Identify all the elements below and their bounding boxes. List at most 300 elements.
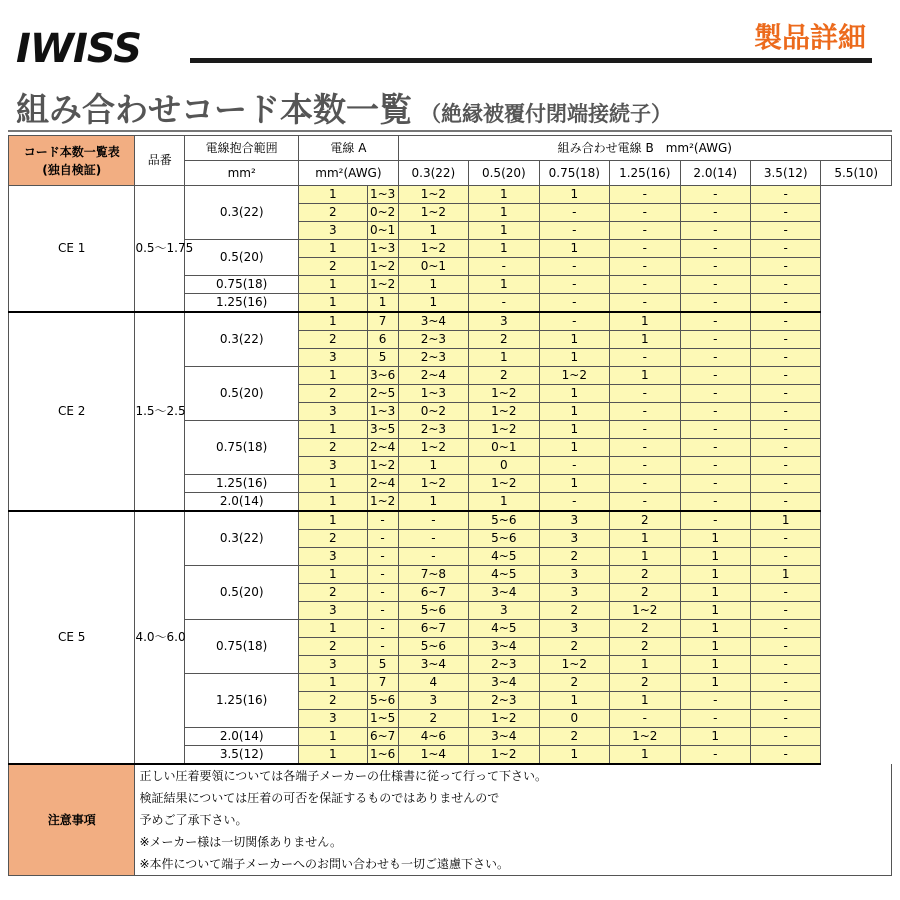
table-row bbox=[9, 186, 892, 204]
wire-b-count-cell: - bbox=[750, 457, 820, 475]
wire-a-size-cell: 0.3(22) bbox=[185, 186, 299, 240]
wire-b-count-cell: 1 bbox=[610, 331, 680, 349]
wire-b-count-cell: 1 bbox=[680, 674, 750, 692]
wire-b-count-cell: - bbox=[610, 186, 680, 204]
part-number-cell: CE 2 bbox=[9, 312, 135, 511]
header-wire-a-unit: mm²(AWG) bbox=[299, 161, 398, 186]
wire-b-count-cell: 1 bbox=[680, 620, 750, 638]
wire-b-count-cell: - bbox=[610, 385, 680, 403]
wire-b-count-cell: 1 bbox=[610, 367, 680, 385]
wire-b-count-cell: - bbox=[750, 258, 820, 276]
wire-b-count-cell: - bbox=[680, 439, 750, 457]
wire-b-count-cell: 2~4 bbox=[367, 439, 398, 457]
wire-b-count-cell: 3 bbox=[398, 692, 468, 710]
wire-b-count-cell: 1 bbox=[539, 349, 609, 367]
wire-b-count-cell: - bbox=[750, 367, 820, 385]
wire-b-count-cell: - bbox=[680, 692, 750, 710]
wire-b-count-cell: - bbox=[680, 403, 750, 421]
wire-a-size-cell: 1.25(16) bbox=[185, 674, 299, 728]
wire-b-count-cell: - bbox=[610, 421, 680, 439]
wire-b-count-cell: - bbox=[610, 710, 680, 728]
wire-b-count-cell: 2 bbox=[610, 620, 680, 638]
wire-b-count-cell: 2 bbox=[469, 367, 539, 385]
wire-b-count-cell: - bbox=[750, 530, 820, 548]
table-side-label bbox=[9, 136, 135, 186]
wire-a-count-cell: 3 bbox=[299, 403, 367, 421]
wire-b-count-cell: - bbox=[539, 457, 609, 475]
note-row bbox=[9, 764, 892, 787]
wire-b-count-cell: - bbox=[539, 222, 609, 240]
wire-b-count-cell: 1~2 bbox=[469, 475, 539, 493]
wire-a-count-cell: 1 bbox=[299, 728, 367, 746]
wire-b-count-cell: 4 bbox=[398, 674, 468, 692]
wire-range-cell: 1.5〜2.5 bbox=[135, 312, 185, 511]
header-range-unit: mm² bbox=[185, 161, 299, 186]
wire-b-count-cell: 1~2 bbox=[469, 403, 539, 421]
wire-b-count-cell: - bbox=[750, 294, 820, 313]
wire-a-size-cell: 0.5(20) bbox=[185, 240, 299, 276]
wire-b-count-cell: - bbox=[750, 421, 820, 439]
wire-a-count-cell: 1 bbox=[299, 294, 367, 313]
wire-b-count-cell: - bbox=[680, 385, 750, 403]
wire-b-count-cell: 1 bbox=[750, 566, 820, 584]
wire-b-count-cell: 1 bbox=[680, 728, 750, 746]
wire-a-count-cell: 2 bbox=[299, 638, 367, 656]
wire-b-count-cell: 1 bbox=[469, 240, 539, 258]
wire-b-count-cell: - bbox=[750, 475, 820, 493]
wire-b-count-cell: 1 bbox=[539, 186, 609, 204]
wire-b-count-cell: - bbox=[398, 530, 468, 548]
wire-b-count-cell: 6~7 bbox=[367, 728, 398, 746]
wire-a-count-cell: 1 bbox=[299, 674, 367, 692]
wire-b-count-cell: 1~2 bbox=[469, 710, 539, 728]
wire-b-count-cell: 3 bbox=[539, 584, 609, 602]
note-line: 予めご了承下さい。 bbox=[135, 809, 892, 831]
wire-b-count-cell: - bbox=[680, 186, 750, 204]
wire-b-count-cell: 3~4 bbox=[469, 638, 539, 656]
page-title: 組み合わせコード本数一覧 （絶縁被覆付閉端接続子） bbox=[16, 90, 672, 129]
wire-a-count-cell: 1 bbox=[299, 620, 367, 638]
wire-b-count-cell: - bbox=[680, 222, 750, 240]
wire-a-count-cell: 1 bbox=[299, 746, 367, 765]
header-part-number: 品番 bbox=[135, 136, 185, 186]
wire-b-count-cell: 2~3 bbox=[469, 692, 539, 710]
wire-b-count-cell: 2 bbox=[610, 584, 680, 602]
note-row bbox=[9, 787, 892, 809]
wire-a-count-cell: 2 bbox=[299, 331, 367, 349]
cord-combination-table bbox=[8, 135, 892, 876]
side-label-line2: (独自検証) bbox=[42, 162, 102, 177]
wire-b-count-cell: 1 bbox=[680, 548, 750, 566]
wire-b-count-cell: - bbox=[539, 204, 609, 222]
wire-b-count-cell: 2 bbox=[539, 674, 609, 692]
table-row bbox=[9, 312, 892, 331]
wire-b-count-cell: 7~8 bbox=[398, 566, 468, 584]
wire-b-count-cell: 1~2 bbox=[539, 656, 609, 674]
wire-b-count-cell: 0~1 bbox=[469, 439, 539, 457]
wire-b-count-cell: - bbox=[469, 258, 539, 276]
wire-b-count-cell: 1 bbox=[680, 656, 750, 674]
wire-b-count-cell: 1 bbox=[610, 548, 680, 566]
wire-b-count-cell: 1~2 bbox=[469, 385, 539, 403]
header-b-col: 1.25(16) bbox=[610, 161, 680, 186]
wire-b-count-cell: - bbox=[680, 511, 750, 530]
wire-b-count-cell: - bbox=[610, 493, 680, 512]
product-detail-badge: 製品詳細 bbox=[753, 21, 866, 54]
part-number-cell: CE 5 bbox=[9, 511, 135, 764]
wire-b-count-cell: 1 bbox=[398, 493, 468, 512]
wire-b-count-cell: - bbox=[750, 602, 820, 620]
wire-a-size-cell: 2.0(14) bbox=[185, 493, 299, 512]
wire-b-count-cell: 1~2 bbox=[469, 421, 539, 439]
wire-b-count-cell: - bbox=[750, 620, 820, 638]
wire-b-count-cell: - bbox=[750, 746, 820, 765]
wire-a-count-cell: 1 bbox=[299, 493, 367, 512]
wire-b-count-cell: 1 bbox=[539, 439, 609, 457]
wire-b-count-cell: 1 bbox=[610, 692, 680, 710]
header-b-col: 0.75(18) bbox=[539, 161, 609, 186]
wire-b-count-cell: 1~2 bbox=[610, 728, 680, 746]
wire-b-count-cell: 1 bbox=[539, 240, 609, 258]
wire-b-count-cell: 5 bbox=[367, 349, 398, 367]
wire-b-count-cell: - bbox=[398, 548, 468, 566]
wire-a-count-cell: 3 bbox=[299, 457, 367, 475]
wire-b-count-cell: 2~3 bbox=[398, 421, 468, 439]
wire-b-count-cell: - bbox=[750, 349, 820, 367]
side-label-line1: コード本数一覧表 bbox=[23, 144, 120, 159]
wire-b-count-cell: 7 bbox=[367, 312, 398, 331]
note-row bbox=[9, 809, 892, 831]
note-line: ※メーカー様は一切関係ありません。 bbox=[135, 831, 892, 853]
wire-b-count-cell: 1~2 bbox=[367, 457, 398, 475]
wire-a-count-cell: 1 bbox=[299, 312, 367, 331]
wire-b-count-cell: - bbox=[680, 276, 750, 294]
wire-b-count-cell: 1 bbox=[469, 493, 539, 512]
title-rule bbox=[8, 130, 892, 132]
wire-a-count-cell: 3 bbox=[299, 349, 367, 367]
wire-b-count-cell: 2 bbox=[610, 638, 680, 656]
wire-b-count-cell: 1~3 bbox=[367, 186, 398, 204]
wire-b-count-cell: 3~6 bbox=[367, 367, 398, 385]
wire-b-count-cell: 3~4 bbox=[469, 674, 539, 692]
wire-a-count-cell: 1 bbox=[299, 186, 367, 204]
wire-b-count-cell: - bbox=[469, 294, 539, 313]
wire-b-count-cell: 1 bbox=[680, 584, 750, 602]
table-row bbox=[9, 511, 892, 530]
wire-b-count-cell: - bbox=[680, 240, 750, 258]
wire-b-count-cell: 1 bbox=[610, 746, 680, 765]
wire-b-count-cell: 2 bbox=[539, 728, 609, 746]
wire-b-count-cell: 4~5 bbox=[469, 566, 539, 584]
wire-b-count-cell: 1~2 bbox=[367, 258, 398, 276]
wire-b-count-cell: 1~2 bbox=[398, 240, 468, 258]
wire-b-count-cell: 1~2 bbox=[398, 439, 468, 457]
wire-b-count-cell: - bbox=[610, 204, 680, 222]
wire-b-count-cell: - bbox=[610, 349, 680, 367]
wire-b-count-cell: - bbox=[367, 530, 398, 548]
wire-b-count-cell: - bbox=[680, 312, 750, 331]
wire-b-count-cell: - bbox=[680, 421, 750, 439]
wire-b-count-cell: 1~2 bbox=[367, 493, 398, 512]
wire-b-count-cell: 1 bbox=[469, 186, 539, 204]
wire-b-count-cell: 2~3 bbox=[469, 656, 539, 674]
wire-range-cell: 4.0〜6.0 bbox=[135, 511, 185, 764]
wire-b-count-cell: 2 bbox=[539, 602, 609, 620]
wire-b-count-cell: 6 bbox=[367, 331, 398, 349]
wire-b-count-cell: - bbox=[750, 331, 820, 349]
wire-b-count-cell: - bbox=[539, 312, 609, 331]
wire-b-count-cell: - bbox=[750, 312, 820, 331]
wire-b-count-cell: - bbox=[367, 638, 398, 656]
wire-b-count-cell: - bbox=[367, 566, 398, 584]
wire-a-size-cell: 0.75(18) bbox=[185, 620, 299, 674]
wire-b-count-cell: 1 bbox=[539, 385, 609, 403]
wire-b-count-cell: - bbox=[610, 258, 680, 276]
note-line: 正しい圧着要領については各端子メーカーの仕様書に従って行って下さい。 bbox=[135, 764, 892, 787]
wire-b-count-cell: - bbox=[750, 493, 820, 512]
wire-b-count-cell: - bbox=[680, 710, 750, 728]
wire-b-count-cell: - bbox=[750, 240, 820, 258]
wire-b-count-cell: - bbox=[539, 258, 609, 276]
wire-b-count-cell: 1~4 bbox=[398, 746, 468, 765]
wire-b-count-cell: - bbox=[610, 403, 680, 421]
wire-b-count-cell: 1 bbox=[398, 294, 468, 313]
header-b-col: 2.0(14) bbox=[680, 161, 750, 186]
wire-a-count-cell: 1 bbox=[299, 566, 367, 584]
wire-b-count-cell: 3 bbox=[539, 511, 609, 530]
wire-a-count-cell: 2 bbox=[299, 204, 367, 222]
wire-b-count-cell: - bbox=[750, 692, 820, 710]
wire-b-count-cell: - bbox=[610, 457, 680, 475]
wire-b-count-cell: 1~2 bbox=[398, 475, 468, 493]
wire-b-count-cell: 1~2 bbox=[539, 367, 609, 385]
wire-a-count-cell: 2 bbox=[299, 385, 367, 403]
wire-b-count-cell: 2~5 bbox=[367, 385, 398, 403]
wire-b-count-cell: 0 bbox=[469, 457, 539, 475]
wire-b-count-cell: 2 bbox=[610, 511, 680, 530]
wire-a-count-cell: 1 bbox=[299, 511, 367, 530]
wire-b-count-cell: - bbox=[610, 439, 680, 457]
wire-b-count-cell: 1~2 bbox=[367, 276, 398, 294]
wire-b-count-cell: - bbox=[750, 710, 820, 728]
wire-b-count-cell: 1 bbox=[680, 638, 750, 656]
wire-b-count-cell: - bbox=[610, 276, 680, 294]
wire-b-count-cell: 1 bbox=[469, 204, 539, 222]
wire-a-count-cell: 2 bbox=[299, 530, 367, 548]
notes-label: 注意事項 bbox=[9, 764, 135, 876]
header-rule bbox=[190, 58, 872, 63]
wire-b-count-cell: - bbox=[367, 620, 398, 638]
wire-b-count-cell: 1 bbox=[610, 530, 680, 548]
wire-b-count-cell: - bbox=[610, 475, 680, 493]
wire-b-count-cell: - bbox=[750, 548, 820, 566]
wire-b-count-cell: 4~6 bbox=[398, 728, 468, 746]
wire-b-count-cell: - bbox=[750, 204, 820, 222]
wire-b-count-cell: 1 bbox=[539, 403, 609, 421]
wire-b-count-cell: - bbox=[750, 584, 820, 602]
wire-b-count-cell: - bbox=[610, 222, 680, 240]
wire-b-count-cell: - bbox=[680, 258, 750, 276]
wire-b-count-cell: 3~5 bbox=[367, 421, 398, 439]
wire-b-count-cell: - bbox=[680, 457, 750, 475]
wire-b-count-cell: 1 bbox=[367, 294, 398, 313]
wire-b-count-cell: 0~2 bbox=[398, 403, 468, 421]
header-wire-b: 組み合わせ電線 B mm²(AWG) bbox=[398, 136, 891, 161]
wire-a-size-cell: 1.25(16) bbox=[185, 475, 299, 493]
wire-b-count-cell: - bbox=[680, 204, 750, 222]
wire-b-count-cell: - bbox=[367, 511, 398, 530]
wire-a-count-cell: 2 bbox=[299, 439, 367, 457]
wire-b-count-cell: - bbox=[367, 602, 398, 620]
wire-b-count-cell: 5~6 bbox=[398, 638, 468, 656]
header-b-col: 3.5(12) bbox=[750, 161, 820, 186]
wire-b-count-cell: 1~3 bbox=[367, 240, 398, 258]
wire-b-count-cell: - bbox=[680, 475, 750, 493]
note-line: ※本件について端子メーカーへのお問い合わせも一切ご遠慮下さい。 bbox=[135, 853, 892, 876]
wire-a-count-cell: 1 bbox=[299, 367, 367, 385]
wire-b-count-cell: 7 bbox=[367, 674, 398, 692]
wire-b-count-cell: - bbox=[680, 367, 750, 385]
wire-b-count-cell: 3~4 bbox=[469, 728, 539, 746]
wire-b-count-cell: - bbox=[539, 493, 609, 512]
wire-b-count-cell: 1 bbox=[539, 421, 609, 439]
header-b-col: 0.5(20) bbox=[469, 161, 539, 186]
wire-a-count-cell: 2 bbox=[299, 584, 367, 602]
wire-b-count-cell: 3~4 bbox=[398, 312, 468, 331]
wire-range-cell: 0.5〜1.75 bbox=[135, 186, 185, 313]
wire-a-count-cell: 1 bbox=[299, 475, 367, 493]
wire-b-count-cell: 1 bbox=[680, 602, 750, 620]
wire-b-count-cell: 2~4 bbox=[367, 475, 398, 493]
wire-b-count-cell: 3 bbox=[539, 566, 609, 584]
wire-a-size-cell: 0.75(18) bbox=[185, 421, 299, 475]
wire-b-count-cell: 2 bbox=[398, 710, 468, 728]
wire-b-count-cell: 1 bbox=[539, 692, 609, 710]
wire-b-count-cell: - bbox=[398, 511, 468, 530]
wire-b-count-cell: 4~5 bbox=[469, 620, 539, 638]
wire-b-count-cell: 5~6 bbox=[469, 511, 539, 530]
wire-b-count-cell: 2~4 bbox=[398, 367, 468, 385]
wire-b-count-cell: 1~5 bbox=[367, 710, 398, 728]
wire-b-count-cell: - bbox=[750, 186, 820, 204]
note-row bbox=[9, 853, 892, 876]
wire-b-count-cell: 1~3 bbox=[398, 385, 468, 403]
wire-b-count-cell: - bbox=[680, 331, 750, 349]
wire-a-count-cell: 1 bbox=[299, 421, 367, 439]
wire-b-count-cell: 2 bbox=[539, 548, 609, 566]
wire-b-count-cell: 1 bbox=[398, 457, 468, 475]
wire-b-count-cell: - bbox=[750, 728, 820, 746]
wire-b-count-cell: - bbox=[680, 493, 750, 512]
wire-b-count-cell: 1~3 bbox=[367, 403, 398, 421]
wire-b-count-cell: 1 bbox=[539, 331, 609, 349]
wire-a-count-cell: 1 bbox=[299, 276, 367, 294]
wire-a-size-cell: 1.25(16) bbox=[185, 294, 299, 313]
wire-b-count-cell: 1 bbox=[610, 656, 680, 674]
wire-b-count-cell: 2 bbox=[469, 331, 539, 349]
wire-b-count-cell: - bbox=[750, 222, 820, 240]
wire-b-count-cell: 4~5 bbox=[469, 548, 539, 566]
wire-a-count-cell: 3 bbox=[299, 602, 367, 620]
wire-a-size-cell: 0.3(22) bbox=[185, 511, 299, 566]
wire-b-count-cell: 1 bbox=[539, 746, 609, 765]
wire-a-count-cell: 2 bbox=[299, 692, 367, 710]
wire-b-count-cell: - bbox=[750, 439, 820, 457]
wire-a-count-cell: 3 bbox=[299, 222, 367, 240]
wire-a-count-cell: 3 bbox=[299, 656, 367, 674]
wire-a-size-cell: 2.0(14) bbox=[185, 728, 299, 746]
wire-b-count-cell: 1 bbox=[610, 312, 680, 331]
wire-b-count-cell: 1 bbox=[469, 349, 539, 367]
wire-b-count-cell: 1 bbox=[680, 566, 750, 584]
wire-b-count-cell: 1 bbox=[750, 511, 820, 530]
wire-b-count-cell: - bbox=[750, 674, 820, 692]
wire-b-count-cell: - bbox=[539, 294, 609, 313]
wire-b-count-cell: 2 bbox=[610, 674, 680, 692]
wire-a-size-cell: 0.75(18) bbox=[185, 276, 299, 294]
wire-b-count-cell: 5~6 bbox=[367, 692, 398, 710]
wire-a-count-cell: 3 bbox=[299, 548, 367, 566]
wire-a-size-cell: 0.5(20) bbox=[185, 566, 299, 620]
wire-b-count-cell: - bbox=[750, 385, 820, 403]
wire-b-count-cell: 6~7 bbox=[398, 584, 468, 602]
wire-b-count-cell: 2~3 bbox=[398, 349, 468, 367]
wire-b-count-cell: 0~1 bbox=[367, 222, 398, 240]
wire-b-count-cell: 0 bbox=[539, 710, 609, 728]
header-wire-a: 電線 A bbox=[299, 136, 398, 161]
wire-a-count-cell: 1 bbox=[299, 240, 367, 258]
wire-b-count-cell: - bbox=[610, 294, 680, 313]
wire-b-count-cell: 1 bbox=[539, 475, 609, 493]
iwiss-logo: IWISS bbox=[16, 26, 142, 72]
wire-b-count-cell: 3 bbox=[539, 530, 609, 548]
wire-b-count-cell: 1~2 bbox=[398, 204, 468, 222]
wire-b-count-cell: 1 bbox=[469, 276, 539, 294]
wire-b-count-cell: - bbox=[680, 294, 750, 313]
wire-b-count-cell: 0~1 bbox=[398, 258, 468, 276]
wire-b-count-cell: 1~2 bbox=[398, 186, 468, 204]
page-subtitle: （絶縁被覆付閉端接続子） bbox=[420, 102, 672, 126]
wire-b-count-cell: 1 bbox=[469, 222, 539, 240]
wire-b-count-cell: 2 bbox=[539, 638, 609, 656]
wire-b-count-cell: 5~6 bbox=[398, 602, 468, 620]
wire-b-count-cell: 1~2 bbox=[469, 746, 539, 765]
wire-b-count-cell: 3~4 bbox=[469, 584, 539, 602]
wire-a-count-cell: 3 bbox=[299, 710, 367, 728]
wire-b-count-cell: 1 bbox=[398, 276, 468, 294]
wire-b-count-cell: - bbox=[750, 403, 820, 421]
note-row bbox=[9, 831, 892, 853]
wire-b-count-cell: 2~3 bbox=[398, 331, 468, 349]
wire-b-count-cell: - bbox=[750, 276, 820, 294]
wire-b-count-cell: 1~2 bbox=[610, 602, 680, 620]
wire-b-count-cell: 2 bbox=[610, 566, 680, 584]
wire-b-count-cell: - bbox=[367, 548, 398, 566]
wire-b-count-cell: 3 bbox=[539, 620, 609, 638]
wire-b-count-cell: 1~6 bbox=[367, 746, 398, 765]
header-range: 電線抱合範囲 bbox=[185, 136, 299, 161]
wire-b-count-cell: 1 bbox=[398, 222, 468, 240]
part-number-cell: CE 1 bbox=[9, 186, 135, 313]
header-b-col: 5.5(10) bbox=[821, 161, 892, 186]
wire-b-count-cell: 5~6 bbox=[469, 530, 539, 548]
wire-b-count-cell: 0~2 bbox=[367, 204, 398, 222]
note-line: 検証結果については圧着の可否を保証するものではありませんので bbox=[135, 787, 892, 809]
wire-b-count-cell: 6~7 bbox=[398, 620, 468, 638]
wire-b-count-cell: - bbox=[750, 656, 820, 674]
wire-b-count-cell: 3~4 bbox=[398, 656, 468, 674]
wire-a-size-cell: 0.3(22) bbox=[185, 312, 299, 367]
